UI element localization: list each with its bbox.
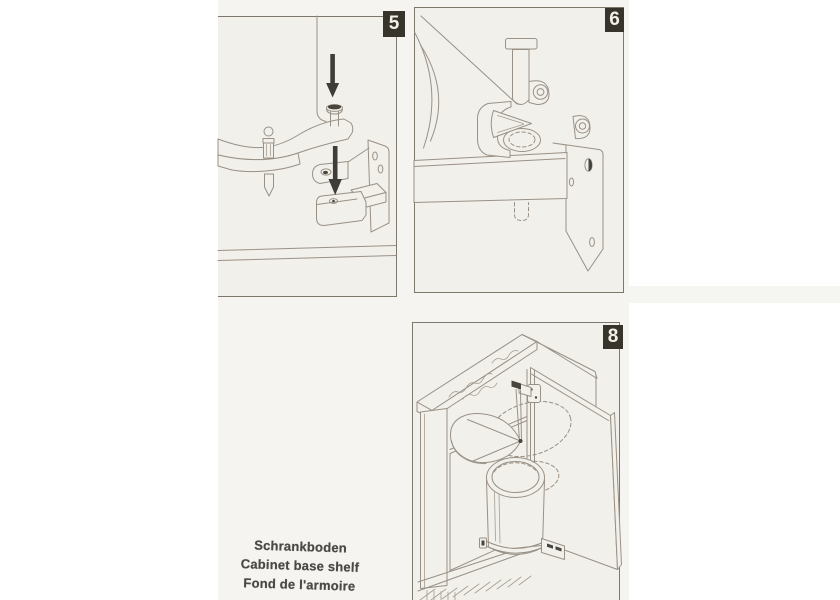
floor-lines <box>218 246 396 261</box>
locking-bolt <box>506 39 550 105</box>
caption-line-german: Schrankboden <box>254 537 348 556</box>
caption-line-english: Cabinet base shelf <box>240 556 360 575</box>
bracket-blocks <box>313 162 367 226</box>
step-6-diagram <box>414 7 624 293</box>
support-bar <box>414 153 567 203</box>
cabinet-left-side <box>421 409 448 589</box>
step-8-diagram <box>412 322 620 600</box>
caption-line-french: Fond de l'armoire <box>243 575 356 594</box>
step-number-badge: 5 <box>383 11 405 37</box>
step-5-diagram <box>218 16 397 297</box>
caption-block <box>228 535 372 596</box>
waste-bin <box>485 458 546 555</box>
cabinet-edge-line <box>317 16 326 122</box>
down-arrow-icon <box>326 54 339 98</box>
scan-artifact-band <box>629 286 840 303</box>
step-number-badge: 6 <box>605 8 624 32</box>
step-number-badge: 8 <box>603 325 623 349</box>
hidden-pin-dashed-outline <box>515 203 529 221</box>
